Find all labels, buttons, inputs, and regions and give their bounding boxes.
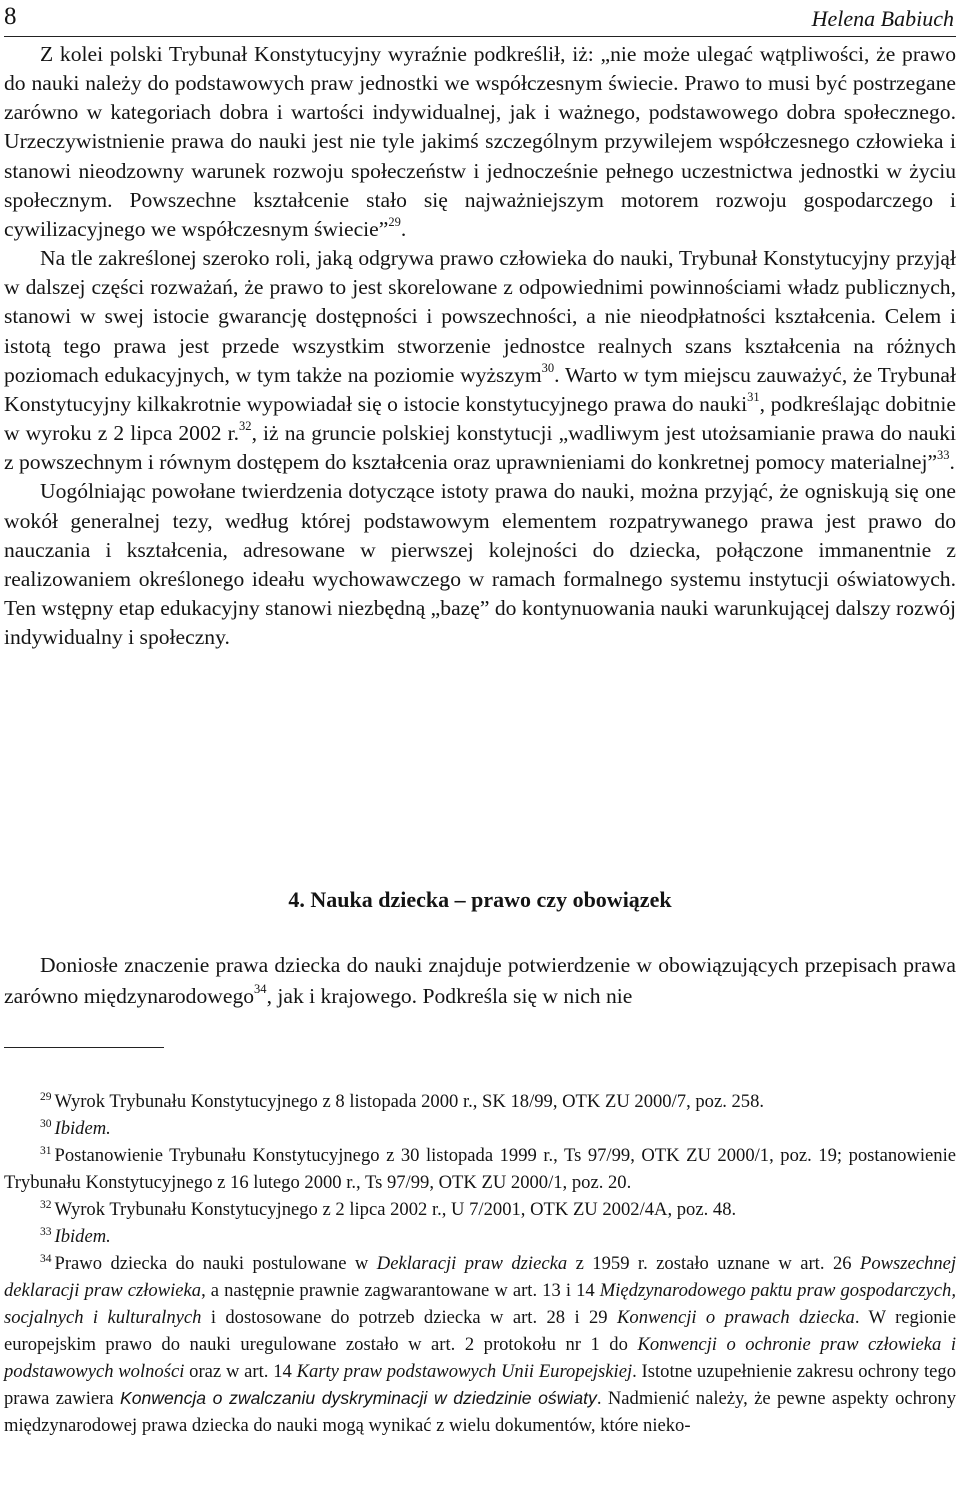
- paragraph-2: [4, 244, 956, 477]
- section-paragraph-1-text-a: Doniosłe znaczenie prawa dziecka do nauki znajduje potwierdzenie w obowiązujących przepisach prawa zarówno międzynarodowego: [4, 953, 956, 1008]
- footnote-text: Wyrok Trybunału Konstytucyjnego z 8 listopada 2000 r., SK 18/99, OTK ZU 2000/7, poz. 258.: [54, 1091, 765, 1112]
- paragraph-3: Uogólniając powołane twierdzenia dotyczące istoty prawa do nauki, można przyjąć, że ogniskują się one wokół generalnej tezy, według której podstawowym elementem rozpatrywanego prawa jest prawo do nauczania i kształcenia, adresowane w pierwszej kolejności do dziecka, połączone immanentnie z realizowaniem określonego ideału wychowawczego w ramach formalnego systemu instytucji oświatowych. Ten wstępny etap edukacyjny stanowi niezbędną „bazę” do kontynuowania nauki warunkującej dalszy rozwój indywidualny i społeczny.: [4, 479, 956, 650]
- footnote-title: Powszechnej deklaracji praw człowieka: [4, 1253, 957, 1301]
- footnote-text: Prawo dziecka do nauki postulowane w: [54, 1253, 369, 1274]
- footnote-separator: [4, 1047, 164, 1048]
- footnote-title: Międzynarodowego paktu praw gospodarczych, socjalnych i kulturalnych: [4, 1280, 956, 1328]
- paragraph-2-text-a: Na tle zakreślonej szeroko roli, jaką odgrywa prawo człowieka do nauki, Trybunał Konstytucyjny przyjął w dalszej części rozważań, że prawo to jest skorelowane z odpowiednimi powinnościami władz publicznych, stanowi w swej istocie gwarancję dostępności i powszechności, a nie nieodpłatności kształcenia. Celem i istotą tego prawa jest przede wszystkim stworzenie jednostce realnych szans kształcenia na różnych poziomach edukacyjnych, w tym także na poziomie wyższym: [4, 246, 956, 387]
- footnote-ref-31[interactable]: 31: [747, 389, 760, 404]
- paragraph-2-end: .: [949, 450, 955, 475]
- paragraph-2-text-c: , podkreślając dobitnie w wyroku z 2 lipca 2002 r.: [4, 391, 956, 446]
- footnote-title: Karty praw podstawowych Unii Europejskiej: [296, 1361, 633, 1382]
- footnote-text: z 1959 r. zostało uznane w art. 26: [575, 1253, 852, 1274]
- footnote-number: 32: [40, 1198, 52, 1211]
- footnote-30: [4, 1115, 956, 1142]
- footnote-29: [4, 1088, 956, 1115]
- footnote-text: , a następnie prawnie zagwarantowane w art. 13 i 14: [201, 1280, 595, 1301]
- header-rule: [4, 36, 956, 37]
- footnote-number: 34: [40, 1252, 52, 1265]
- footnote-31: [4, 1142, 956, 1196]
- footnote-34: [4, 1250, 956, 1439]
- footnote-text: . Nadmienić należy, że pewne aspekty ochrony międzynarodowej prawa dziecka do nauki mogą wynikać z wielu dokumentów, które nieko-: [4, 1388, 957, 1436]
- paragraph-1-end: .: [400, 216, 407, 241]
- paragraph-1-text: Z kolei polski Trybunał Konstytucyjny wyraźnie podkreślił, iż: „nie może ulegać wątpliwości, że prawo do nauki należy do podstawowych praw jednostki we współczesnym świecie. Prawo to musi być postrzegane zarówno w kategoriach dobra i wartości indywidualnej, jak i ważnego, podstawowego dobra społecznego. Urzeczywistnienie prawa do nauki jest nie tyle jakimś szczególnym przywilejem współczesnego człowieka i stanowi nieodzowny warunek rozwoju społeczeństw i jednocześnie pełnego uczestnictwa jednostki w życiu społecznym. Powszechne kształcenie stało się najważniejszym motorem rozwoju gospodarczego i cywilizacyjnego we współczesnym świecie”: [4, 42, 956, 241]
- paragraph-1: [4, 40, 956, 244]
- footnote-text: oraz w art. 14: [189, 1361, 292, 1382]
- section-paragraph-1: [4, 950, 956, 1012]
- footnote-ref-33[interactable]: 33: [937, 448, 950, 463]
- footnote-number: 30: [40, 1117, 52, 1130]
- footnote-text: Ibidem.: [54, 1118, 111, 1139]
- footnote-ref-29[interactable]: 29: [388, 214, 401, 229]
- footnote-ref-30[interactable]: 30: [541, 360, 555, 375]
- footnote-title: Konwencji o ochronie praw człowieka i podstawowych wolności: [4, 1334, 956, 1382]
- footnote-number: 31: [40, 1144, 52, 1157]
- running-head: Helena Babiuch: [811, 6, 954, 31]
- footnote-32: [4, 1196, 956, 1223]
- paragraph-2-text-d: , iż na gruncie polskiej konstytucji „wadliwym jest utożsamianie prawa do nauki z powszechnym i równym dostępem do kształcenia oraz uprawnieniami do konkretnej pomocy materialnej”: [4, 421, 956, 475]
- footnote-number: 33: [40, 1225, 52, 1238]
- page-number: 8: [4, 3, 17, 30]
- footnote-text: . W regionie europejskim prawo do nauki uregulowane zostało w art. 2 protokołu nr 1 do: [4, 1307, 957, 1355]
- footnote-text: . Istotne uzupełnienie zakresu ochrony tego prawa zawiera: [4, 1361, 956, 1409]
- body-text: [4, 40, 956, 652]
- footnote-text: i dostosowane do potrzeb dziecka w art. 28 i 29: [210, 1307, 608, 1328]
- footnote-text: Ibidem.: [54, 1226, 111, 1247]
- footnote-title: Deklaracji praw dziecka: [376, 1253, 568, 1274]
- footnote-text: Wyrok Trybunału Konstytucyjnego z 2 lipca 2002 r., U 7/2001, OTK ZU 2002/4A, poz. 48.: [54, 1199, 737, 1220]
- footnotes: [4, 1088, 956, 1439]
- footnote-33: [4, 1223, 956, 1250]
- footnote-title: Konwencja o zwalczaniu dyskryminacji w dziedzinie oświaty: [120, 1388, 597, 1408]
- footnote-ref-32[interactable]: 32: [239, 418, 252, 433]
- footnote-ref-34[interactable]: 34: [254, 981, 267, 996]
- section-heading: 4. Nauka dziecka – prawo czy obowiązek: [288, 887, 672, 912]
- paragraph-2-text-b: . Warto w tym miejscu zauważyć, że Trybunał Konstytucyjny kilkakrotnie wypowiadał się o istocie konstytucyjnego prawa do nauki: [4, 362, 956, 416]
- section-body-text: [4, 950, 956, 1012]
- footnote-text: Postanowienie Trybunału Konstytucyjnego z 30 listopada 1999 r., Ts 97/99, OTK ZU 2000/1, poz. 19; postanowienie Trybunału Konstytucyjnego z 16 lutego 2000 r., Ts 97/99, OTK ZU 2000/1, poz. 20.: [4, 1145, 956, 1193]
- footnote-number: 29: [40, 1090, 52, 1103]
- section-paragraph-1-text-b: , jak i krajowego. Podkreśla się w nich nie: [266, 984, 633, 1008]
- footnote-title: Konwencji o prawach dziecka: [617, 1307, 855, 1328]
